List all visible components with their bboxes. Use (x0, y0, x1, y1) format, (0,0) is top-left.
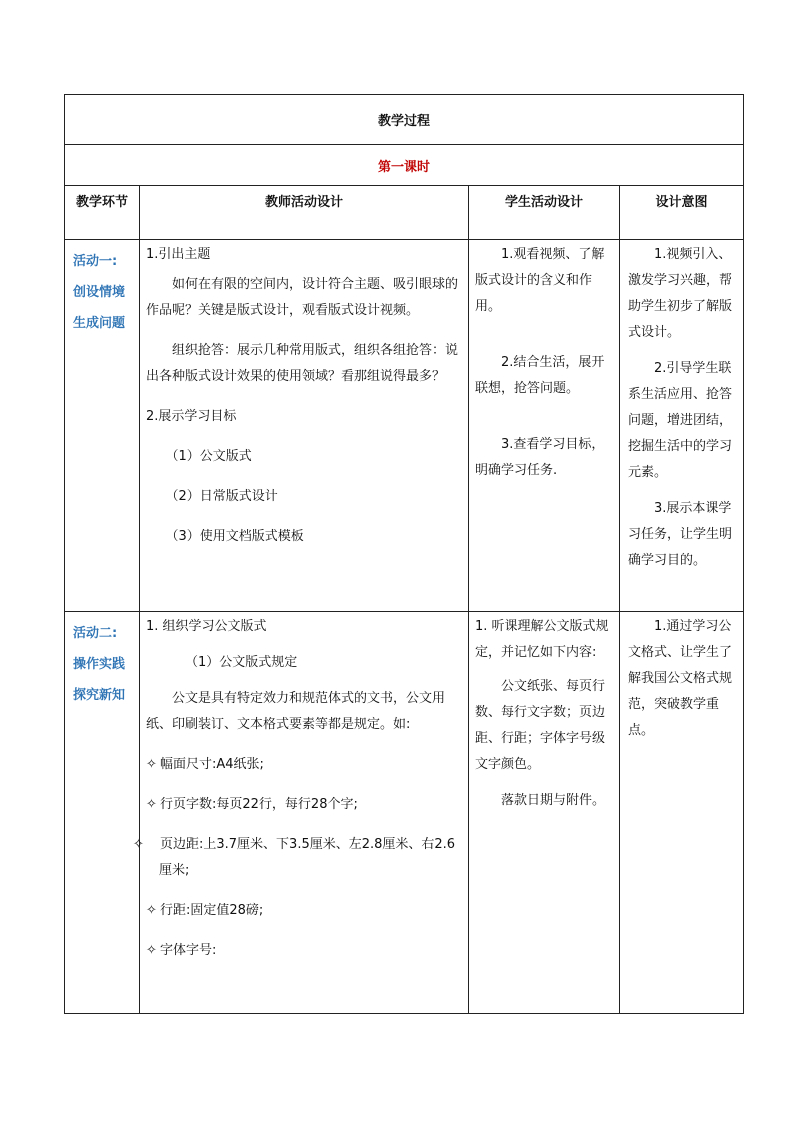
activity-row-2 (65, 612, 744, 1014)
diamond-bullet-icon: ✧ (133, 837, 144, 852)
paragraph: 1.观看视频、了解版式设计的含义和作用。 (475, 247, 605, 314)
paragraph: 3.展示本课学习任务，让学生明确学习目的。 (628, 501, 733, 568)
activity-2-label: 活动二: 操作实践 探究新知 (65, 612, 140, 1014)
paragraph: 公文是具有特定效力和规范体式的文书，公文用纸、印刷装订、文本格式要素等都是规定。如: (146, 691, 446, 732)
paragraph: 1.通过学习公文格式、让学生了解我国公文格式规范，突破教学重点。 (628, 619, 733, 738)
bullet-item: ✧ 幅面尺寸:A4纸张; (146, 752, 460, 778)
activity-1-teacher-design (140, 240, 469, 612)
paragraph: （1）公文版式规定 (185, 655, 298, 670)
diamond-bullet-icon: ✧ (146, 943, 157, 958)
paragraph: 1.引出主题 (146, 247, 211, 262)
activity-1-design-intent (620, 240, 744, 612)
paragraph: 如何在有限的空间内，设计符合主题、吸引眼球的作品呢？关键是版式设计，观看版式设计视频。 (146, 277, 459, 318)
goal-item: （1）公文版式 (165, 449, 252, 464)
paragraph: 1. 听课理解公文版式规定，并记忆如下内容: (475, 619, 609, 660)
bullet-item: ✧ 行距:固定值28磅; (146, 898, 460, 924)
header-stage: 教学环节 (65, 186, 140, 240)
goal-item: （3）使用文档版式模板 (165, 529, 304, 544)
teaching-process-table (64, 94, 744, 1014)
paragraph: 2.结合生活，展开联想，抢答问题。 (475, 355, 605, 396)
paragraph: 1.视频引入、激发学习兴趣，帮助学生初步了解版式设计。 (628, 247, 733, 340)
header-row (65, 186, 744, 240)
goal-item: （2）日常版式设计 (165, 489, 278, 504)
activity-2-teacher-design (133, 612, 469, 1014)
diamond-bullet-icon: ✧ (146, 757, 157, 772)
header-teacher: 教师活动设计 (140, 186, 469, 240)
paragraph: 1. 组织学习公文版式 (146, 619, 267, 634)
activity-2-student-design (469, 612, 620, 1014)
diamond-bullet-icon: ✧ (146, 903, 157, 918)
lesson-period-title: 第一课时 (65, 145, 744, 186)
table-title: 教学过程 (65, 95, 744, 145)
paragraph: 公文纸张、每页行数、每行文字数；页边距、行距；字体字号级文字颜色。 (475, 679, 606, 772)
activity-2-design-intent (620, 612, 744, 1014)
paragraph: 落款日期与附件。 (501, 793, 606, 808)
paragraph: 2.引导学生联系生活应用、抢答问题，增进团结，挖掘生活中的学习元素。 (628, 361, 733, 480)
paragraph: 组织抢答：展示几种常用版式，组织各组抢答：说出各种版式设计效果的使用领域？看那组说得最多？ (146, 343, 459, 384)
paragraph: 3.查看学习目标，明确学习任务. (475, 437, 605, 478)
activity-1-label: 活动一: 创设情境 生成问题 (65, 240, 140, 612)
diamond-bullet-icon: ✧ (146, 797, 157, 812)
header-intent: 设计意图 (620, 186, 744, 240)
paragraph: 2.展示学习目标 (146, 409, 237, 424)
bullet-item: ✧ 字体字号: (146, 938, 460, 964)
bullet-item: ✧ 页边距:上3.7厘米、下3.5厘米、左2.8厘米、右2.6厘米; (146, 832, 460, 884)
header-student: 学生活动设计 (469, 186, 620, 240)
activity-1-student-design (469, 240, 620, 612)
bullet-item: ✧ 行页字数:每页22行，每行28个字; (146, 792, 460, 818)
activity-row-1 (65, 240, 744, 612)
